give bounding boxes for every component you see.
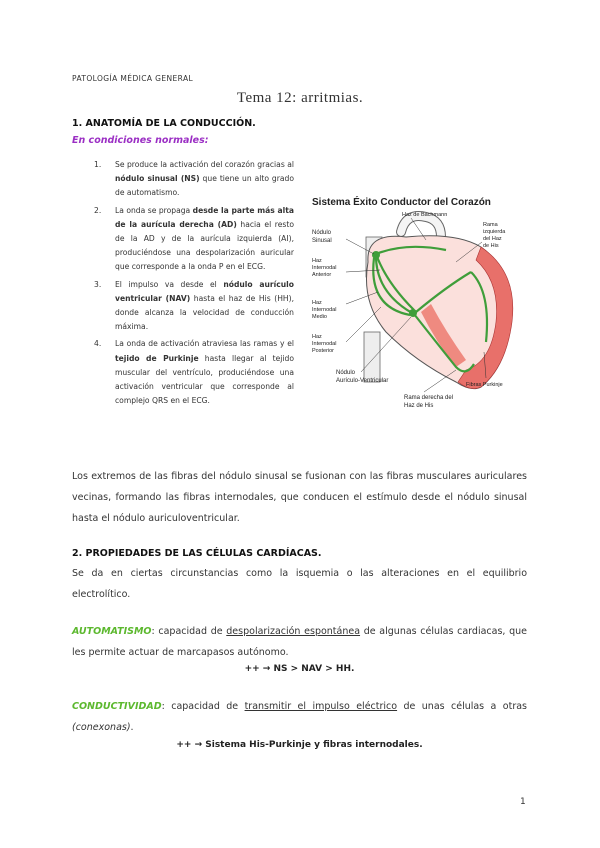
steps-list	[72, 158, 294, 411]
label-purkinje: Fibras Purkinje	[466, 382, 503, 388]
label-av-node-1: Nódulo	[336, 370, 356, 376]
heart-conduction-diagram	[306, 192, 528, 422]
label-left-branch-2: izquierda	[483, 229, 506, 235]
aortic-arch-fill	[401, 216, 441, 237]
label-anterior-3: Anterior	[312, 272, 332, 278]
section-1-subheading: En condiciones normales:	[72, 135, 209, 146]
label-left-branch-4: de His	[483, 243, 499, 249]
page-number: 1	[520, 797, 526, 807]
page-title: Tema 12: arritmias.	[236, 90, 364, 106]
list-item: 1. Se produce la activación del corazón gracias al nódulo sinusal (NS) que tiene un alto grado de automatismo.	[94, 160, 294, 198]
inferior-vena-cava	[364, 332, 380, 382]
section-2-heading: 2. PROPIEDADES DE LAS CÉLULAS CARDÍACAS.	[72, 548, 322, 559]
list-item: 4. La onda de activación atraviesa las ramas y el tejido de Purkinje hasta llegar al tejido muscular del ventrículo, produciéndose una activación ventricular que corresponde al complejo QRS en el ECG.	[94, 339, 294, 406]
section-2-intro: Se da en ciertas circunstancias como la isquemia o las alteraciones en el equilibrio electrolítico.	[72, 568, 527, 600]
label-medio-1: Haz	[312, 300, 322, 306]
conductividad-paragraph: CONDUCTIVIDAD: capacidad de transmitir el impulso eléctrico de unas células a otras (conexonas).	[72, 701, 527, 733]
label-posterior-2: Internodal	[312, 341, 337, 347]
automatismo-paragraph: AUTOMATISMO: capacidad de despolarización espontánea de algunas células cardiacas, que les permite actuar de marcapasos autónomo.	[72, 626, 527, 658]
running-header: PATOLOGÍA MÉDICA GENERAL	[72, 74, 194, 83]
label-posterior-1: Haz	[312, 334, 322, 340]
label-right-branch-1: Rama derecha del	[404, 395, 454, 401]
internodal-paragraph: Los extremos de las fibras del nódulo sinusal se fusionan con las fibras musculares auriculares vecinas, formando las fibras internodales, que conducen el estímulo desde el nódulo sinusal hasta el nódulo auriculoventricular.	[72, 471, 527, 524]
av-node	[409, 309, 417, 317]
list-item: 2. La onda se propaga desde la parte más alta de la aurícula derecha (AD) hacia el resto de la AD y de la aurícula izquierda (AI), produciéndose una despolarización auricular que corresponde a la onda P en el ECG.	[94, 205, 294, 272]
label-left-branch-3: del Haz	[483, 236, 502, 242]
sinus-node	[372, 251, 380, 259]
label-av-node-2: Aurículo-Ventricular	[336, 378, 389, 384]
label-anterior-2: Internodal	[312, 265, 337, 271]
automatismo-summary: ++ → NS > NAV > HH.	[244, 664, 355, 674]
label-sinus-node-1: Nódulo	[312, 230, 332, 236]
label-posterior-3: Posterior	[312, 348, 335, 354]
label-left-branch-1: Rama	[483, 222, 498, 228]
diagram-title: Sistema Éxito Conductor del Corazón	[312, 197, 491, 208]
label-medio-3: Medio	[312, 314, 327, 320]
label-sinus-node-2: Sinusal	[312, 238, 332, 244]
label-right-branch-2: Haz de His	[404, 403, 434, 409]
section-1-heading: 1. ANATOMÍA DE LA CONDUCCIÓN.	[72, 118, 256, 129]
label-bachmann: Haz de Bachmann	[402, 212, 448, 218]
list-item: 3. El impulso va desde el nódulo aurículo ventricular (NAV) hasta el haz de His (HH), donde alcanza la velocidad de conducción máxima.	[94, 279, 294, 332]
label-anterior-1: Haz	[312, 258, 322, 264]
label-medio-2: Internodal	[312, 307, 337, 313]
conductividad-summary: ++ → Sistema His-Purkinje y fibras internodales.	[176, 740, 423, 750]
automatismo-term: AUTOMATISMO	[72, 626, 152, 637]
conductividad-term: CONDUCTIVIDAD	[72, 701, 162, 712]
